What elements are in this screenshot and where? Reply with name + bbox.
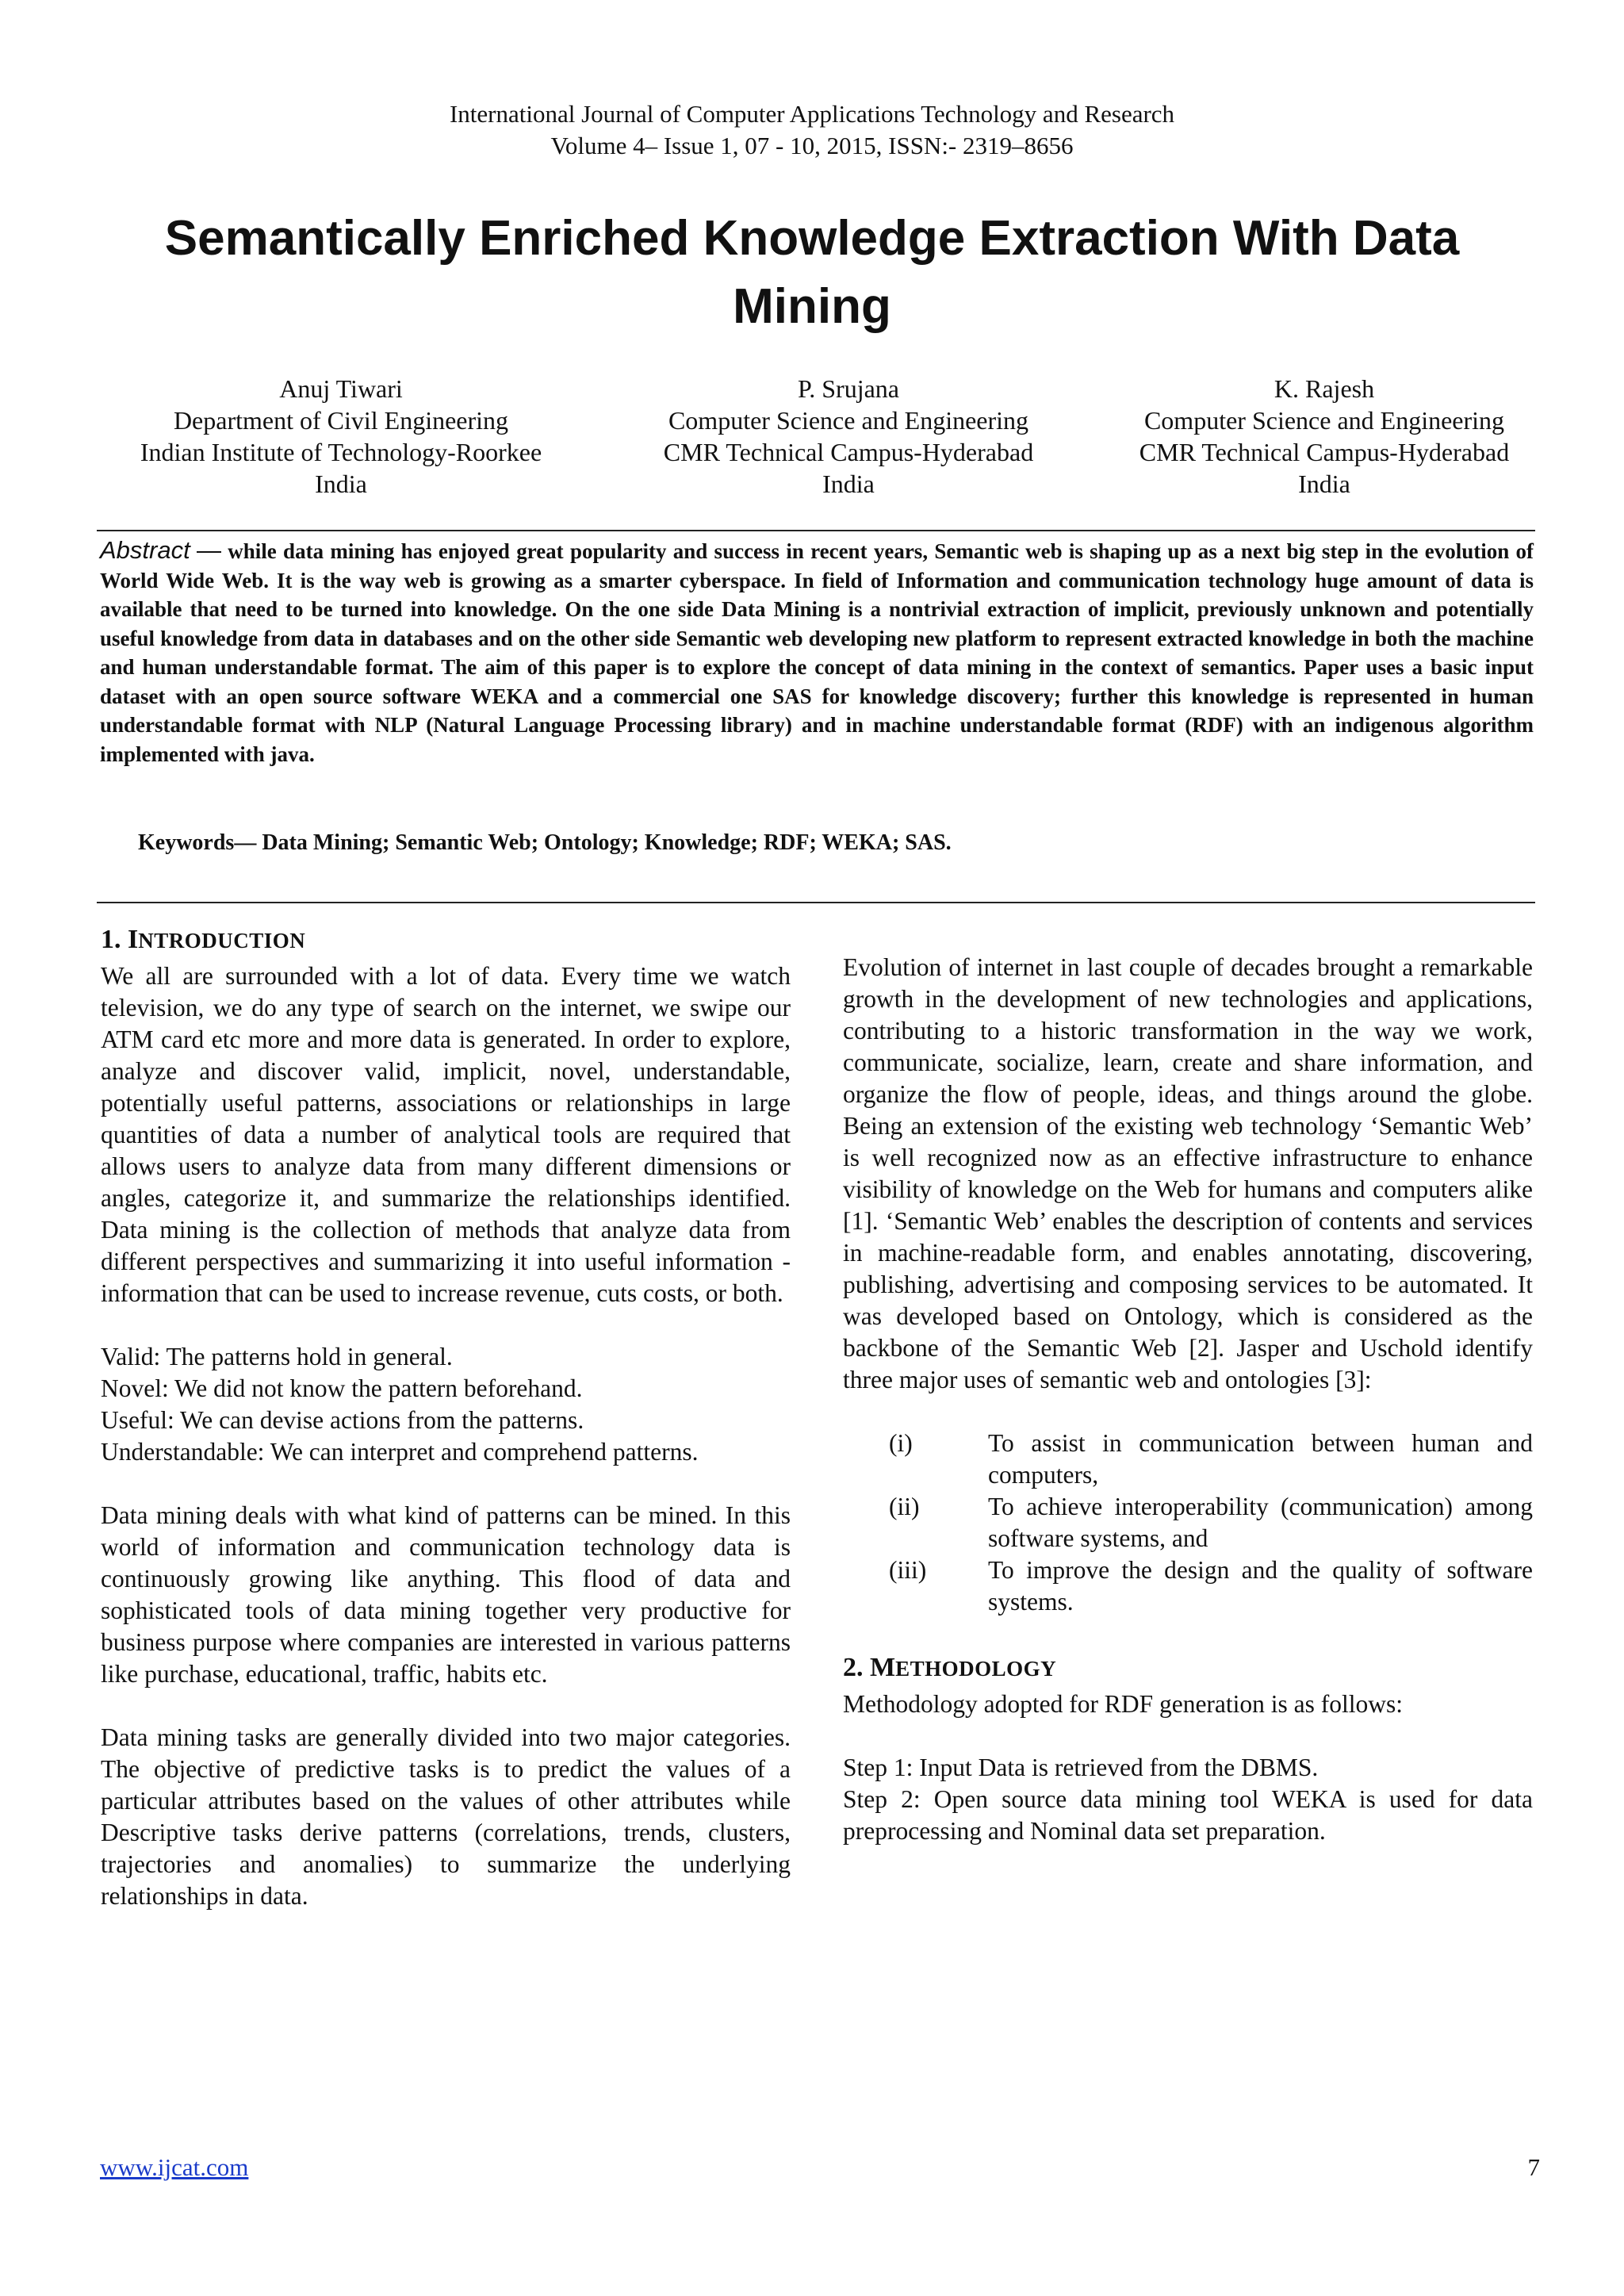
left-column <box>101 922 791 1912</box>
top-divider <box>97 530 1535 531</box>
list-number: (i) <box>889 1429 913 1457</box>
heading-number: 2. M <box>843 1653 896 1682</box>
author-dept: Computer Science and Engineering <box>1143 406 1505 435</box>
author-block <box>603 373 1094 500</box>
use-list-item <box>843 1491 1533 1554</box>
abstract-dash: — <box>197 536 221 564</box>
methodology-step: Step 1: Input Data is retrieved from the DBMS. <box>843 1754 1319 1781</box>
author-name: Anuj Tiwari <box>279 374 403 403</box>
footer-website-link[interactable]: www.ijcat.com <box>100 2153 249 2181</box>
list-text: To achieve interoperability (communication) among software systems, and <box>988 1493 1533 1552</box>
list-number: (iii) <box>889 1556 927 1584</box>
author-country: India <box>1298 470 1350 498</box>
use-list-item <box>843 1554 1533 1618</box>
heading-text: ETHODOLOGY <box>895 1657 1057 1681</box>
paper-title: Semantically Enriched Knowledge Extraction With Data Mining <box>164 211 1460 334</box>
evolution-paragraph: Evolution of internet in last couple of decades brought a remarkable growth in the development of new technologies and applications, contributing to a historic transformation in the way we work, communicate, socialize, learn, create and share information, and organize the flow of people, ideas, and things around the globe. Being an extension of the existing web technology ‘Semantic Web’ is well recognized now as an effective infrastructure to enhance visibility of knowledge on the Web for humans and computers alike [1]. ‘Semantic Web’ enables the description of contents and services in machine-readable form, and enables annotating, discovering, publishing, advertising and composing services to be automated. It was developed based on Ontology, which is considered as the backbone of the Semantic Web [2]. Jasper and Uschold identify three major uses of semantic web and ontologies [3]: <box>843 953 1533 1393</box>
definition-valid: Valid: The patterns hold in general. <box>101 1343 453 1370</box>
author-institution: CMR Technical Campus-Hyderabad <box>663 438 1034 466</box>
author-block <box>95 373 587 500</box>
right-column <box>843 952 1533 1847</box>
author-country: India <box>315 470 367 498</box>
intro-paragraph: We all are surrounded with a lot of data. Every time we watch television, we do any type of search on the internet, we swipe our ATM card etc more and more data is generated. In order to explore, analyze and discover valid, implicit, novel, understandable, potentially useful patterns, associations or relationships in large quantities of data a number of analytical tools are required that allows users to analyze data from many different dimensions or angles, categorize it, and summarize the relationships identified. Data mining is the collection of methods that analyze data from different perspectives and summarizing it into useful information - information that can be used to increase revenue, cuts costs, or both. <box>101 962 791 1307</box>
author-dept: Computer Science and Engineering <box>668 406 1029 435</box>
definition-useful: Useful: We can devise actions from the patterns. <box>101 1406 584 1434</box>
list-number: (ii) <box>889 1493 920 1520</box>
methodology-step: Step 2: Open source data mining tool WEKA is used for data preprocessing and Nominal data set preparation. <box>843 1785 1533 1845</box>
section-divider <box>97 902 1535 903</box>
author-name: K. Rajesh <box>1274 374 1375 403</box>
author-country: India <box>822 470 875 498</box>
abstract-text: while data mining has enjoyed great popularity and success in recent years, Semantic web is shaping up as a next big step in the evolution of World Wide Web. It is the way web is growing as a smarter cyberspace. In field of Information and communication technology huge amount of data is available that need to be turned into knowledge. On the one side Data Mining is a nontrivial extraction of implicit, previously unknown and potentially useful knowledge from data in databases and on the other side Semantic web developing new platform to represent extracted knowledge in both the machine and human understandable format. The aim of this paper is to explore the concept of data mining in the context of semantics. Paper uses a basic input dataset with an open source software WEKA and a commercial one SAS for knowledge discovery; further this knowledge is represented in human understandable format with NLP (Natural Language Processing library) and in machine understandable format (RDF) with an indigenous algorithm implemented with java. <box>100 539 1534 766</box>
journal-name: International Journal of Computer Applications Technology and Research <box>449 100 1175 128</box>
introduction-heading <box>101 922 791 959</box>
abstract <box>100 536 1534 769</box>
definition-understandable: Understandable: We can interpret and comprehend patterns. <box>101 1438 699 1466</box>
intro-paragraph: Data mining tasks are generally divided into two major categories. The objective of predictive tasks is to predict the values of a particular attributes based on the values of other attributes while Descriptive tasks derive patterns (correlations, trends, clusters, trajectories and anomalies) to summarize the underlying relationships in data. <box>101 1723 791 1910</box>
definition-novel: Novel: We did not know the pattern beforehand. <box>101 1374 583 1402</box>
methodology-intro: Methodology adopted for RDF generation is as follows: <box>843 1690 1404 1718</box>
author-institution: CMR Technical Campus-Hyderabad <box>1139 438 1510 466</box>
keywords: Keywords— Data Mining; Semantic Web; Ontology; Knowledge; RDF; WEKA; SAS. <box>138 830 952 855</box>
abstract-label: Abstract <box>100 536 190 564</box>
list-text: To improve the design and the quality of software systems. <box>988 1556 1533 1616</box>
page-number: 7 <box>1527 2153 1540 2181</box>
list-text: To assist in communication between human and computers, <box>988 1429 1533 1489</box>
heading-text: NTRODUCTION <box>138 929 306 953</box>
intro-paragraph: Data mining deals with what kind of patterns can be mined. In this world of information and communication technology data is continuously growing like anything. This flood of data and sophisticated tools of data mining together very productive for business purpose where companies are interested in various patterns like purchase, educational, traffic, habits etc. <box>101 1501 791 1688</box>
author-name: P. Srujana <box>798 374 899 403</box>
use-list-item <box>843 1428 1533 1491</box>
methodology-heading <box>843 1650 1533 1687</box>
author-institution: Indian Institute of Technology-Roorkee <box>140 438 542 466</box>
author-dept: Department of Civil Engineering <box>173 406 509 435</box>
journal-volume: Volume 4– Issue 1, 07 - 10, 2015, ISSN:- 2319–8656 <box>550 132 1074 159</box>
author-block <box>1078 373 1570 500</box>
heading-number: 1. I <box>101 925 139 954</box>
